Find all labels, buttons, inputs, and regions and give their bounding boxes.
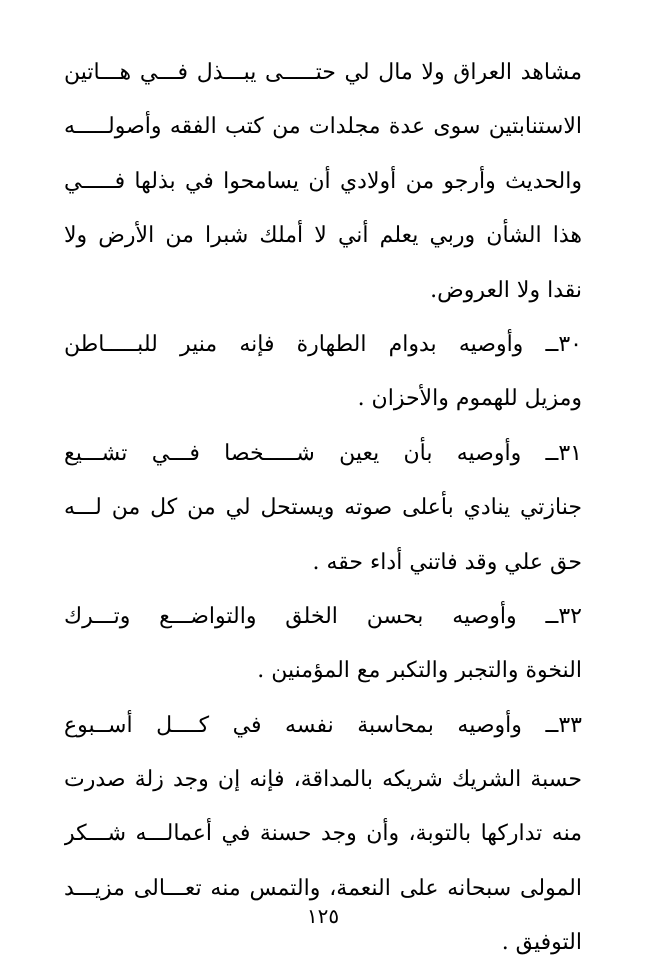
text-line-12: النخوة والتجبر والتكبر مع المؤمنين .: [257, 658, 582, 684]
text-line-14: حسبة الشريك شريكه بالمداقة، فإنه إن وجد زلة صدرت: [64, 767, 582, 793]
body-text: [64, 46, 582, 971]
text-line-8: ٣١ــ وأوصيه بأن يعين شـــــخصا فـــي تشـــيع: [64, 440, 582, 466]
text-line-13: ٣٣ــ وأوصيه بمحاسبة نفسه في كــــل أســبوع: [64, 712, 582, 738]
text-line-3: والحديث وأرجو من أولادي أن يسامحوا في بذلها فـــــي: [64, 168, 582, 194]
page-number: ١٢٥: [306, 904, 340, 928]
text-line-1: مشاهد العراق ولا مال لي حتـــــى يبـــذل فـــي هـــاتين: [64, 60, 582, 85]
text-line-10: حق علي وقد فاتني أداء حقه .: [312, 549, 582, 575]
text-line-11: ٣٢ــ وأوصيه بحسن الخلق والتواضـــع وتـــرك: [64, 603, 582, 629]
text-line-5: نقدا ولا العروض.: [430, 277, 582, 303]
text-line-9: جنازتي ينادي بأعلى صوته ويستحل لي من كل من لـــه: [64, 495, 582, 521]
text-line-15: منه تداركها بالتوبة، وأن وجد حسنة في أعمالـــه شـــكر: [64, 821, 582, 847]
text-line-16: المولى سبحانه على النعمة، والتمس منه تعـــالى مزيـــد: [64, 875, 582, 901]
text-line-4: هذا الشأن وربي يعلم أني لا أملك شبرا من الأرض ولا: [64, 223, 582, 249]
text-line-7: ومزيل للهموم والأحزان .: [357, 386, 582, 412]
text-line-6: ٣٠ــ وأوصيه بدوام الطهارة فإنه منير للبـــــاطن: [64, 331, 582, 357]
text-line-17: التوفيق .: [501, 930, 582, 956]
text-line-2: الاستنابتين سوى عدة مجلدات من كتب الفقه وأصولـــــه: [64, 114, 582, 140]
